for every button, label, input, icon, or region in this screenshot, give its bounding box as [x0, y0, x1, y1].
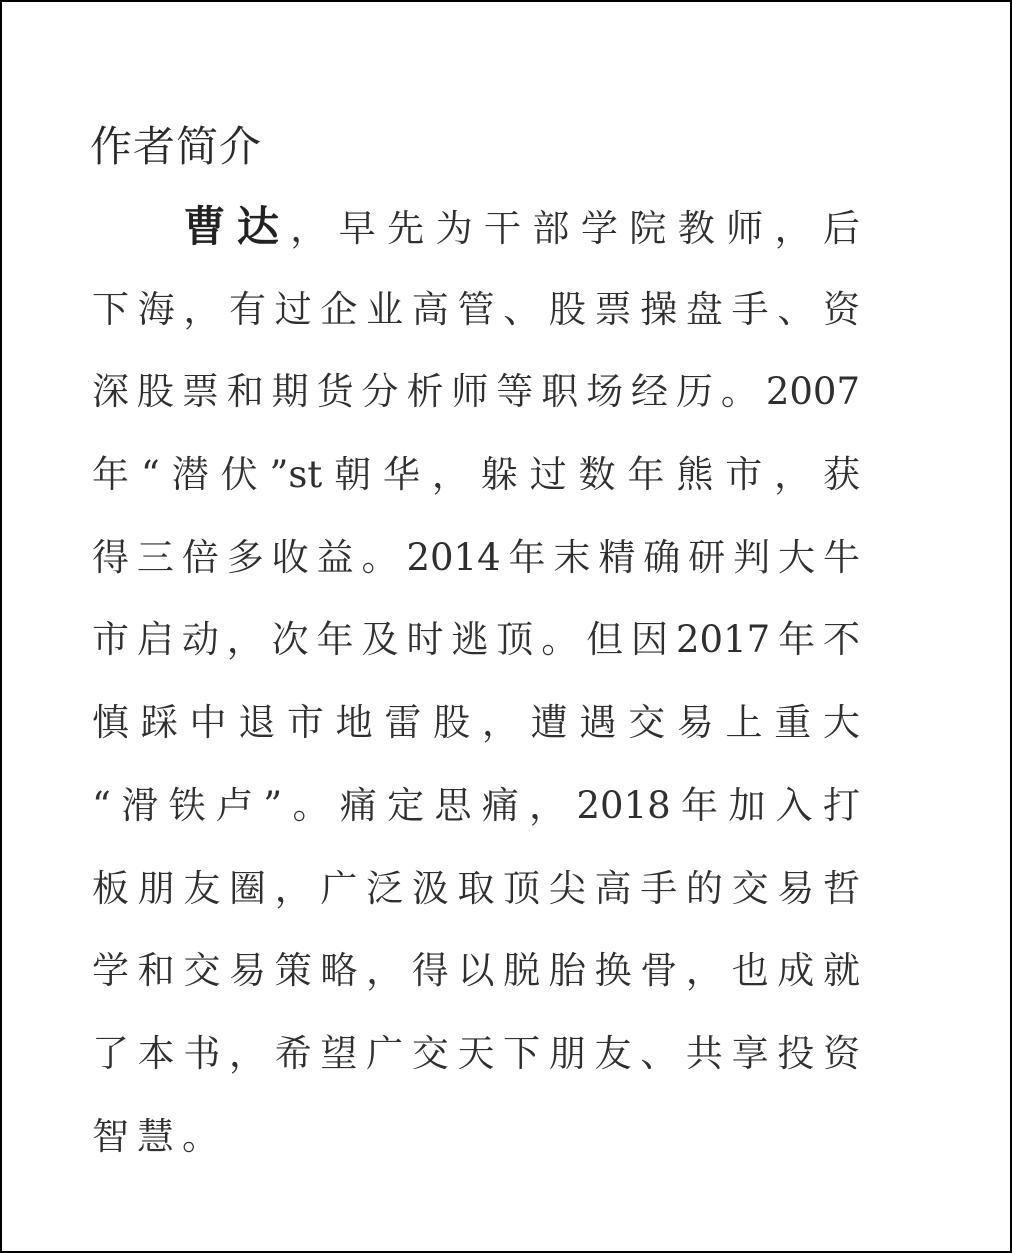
bio-line: 慎踩中退市地雷股，遭遇交易上重大 [92, 701, 860, 745]
author-name: 曹达 [172, 202, 291, 251]
bio-line: 下海，有过企业高管、股票操盘手、资 [92, 287, 860, 331]
bio-line: 学和交易策略，得以脱胎换骨，也成就 [92, 949, 860, 993]
bio-line: 深股票和期货分析师等职场经历。2007 [92, 370, 860, 414]
bio-text: ，早先为干部学院教师，后 [290, 207, 860, 250]
bio-line: 智慧。 [92, 1114, 227, 1158]
bio-line: 得三倍多收益。2014年末精确研判大牛 [92, 535, 860, 579]
bio-line [92, 186, 860, 269]
author-bio [92, 186, 860, 1178]
bio-line: 市启动，次年及时逃顶。但因2017年不 [92, 618, 860, 662]
bio-line: 年“潜伏”st朝华，躲过数年熊市，获 [92, 453, 860, 497]
section-title: 作者简介 [90, 122, 263, 171]
bio-line: “滑铁卢”。痛定思痛，2018年加入打 [92, 783, 860, 827]
bio-line: 板朋友圈，广泛汲取顶尖高手的交易哲 [92, 866, 860, 910]
bio-line: 了本书，希望广交天下朋友、共享投资 [92, 1031, 860, 1075]
